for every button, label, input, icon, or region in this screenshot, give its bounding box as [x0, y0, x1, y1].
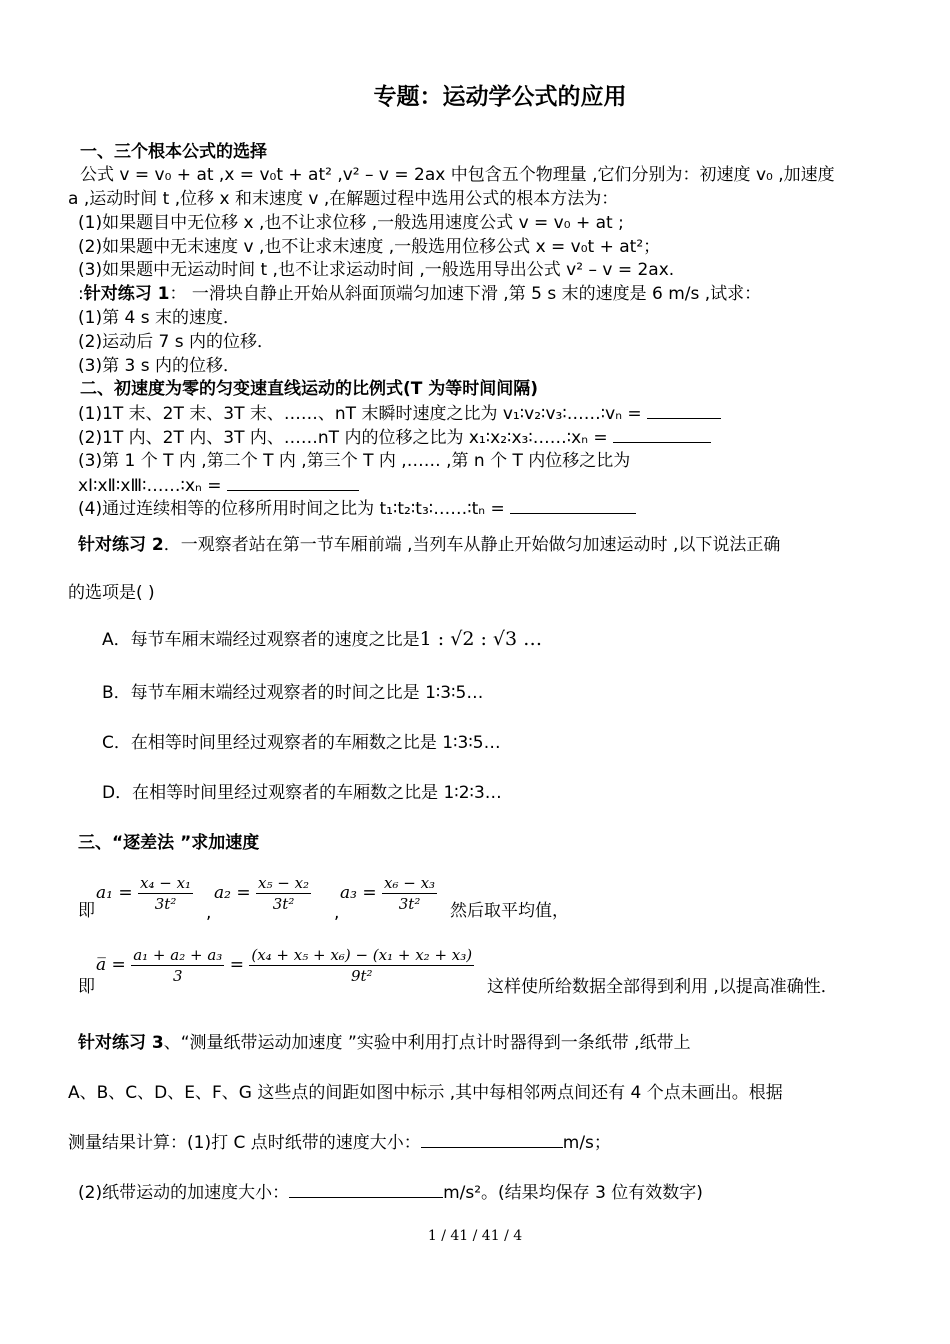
ji-2: 即: [78, 977, 95, 997]
a2-fraction: [256, 873, 311, 914]
a1-denominator: 3t²: [154, 895, 177, 913]
abar-denominator-1: 3: [172, 967, 183, 985]
answer-blank[interactable]: [613, 426, 711, 443]
ji-1: 即: [78, 901, 95, 921]
exercise3-unit1: m/s；: [562, 1133, 611, 1153]
exercise1-text: ： 一滑块自静止开始从斜面顶端匀加速下滑 ,第 5 s 末的速度是 6 m/s ,试求：: [169, 284, 762, 304]
exercise3-line4: [78, 1181, 703, 1204]
page-footer: 1 / 41 / 41 / 4: [427, 1228, 523, 1244]
a3-lhs: a₃ =: [340, 883, 377, 903]
exercise2-label: 针对练习 2: [78, 535, 164, 555]
option-c[interactable]: C．在相等时间里经过观察者的车厢数之比是 1∶3∶5…: [102, 733, 501, 753]
a3-numerator: x₆ − x₃: [384, 874, 436, 892]
acceleration-answer-blank[interactable]: [289, 1181, 443, 1198]
rule-1: (1)如果题目中无位移 x ,也不让求位移 ,一般选用速度公式 v = v₀ + at ;: [78, 213, 624, 233]
a1-lhs: a₁ =: [96, 883, 133, 903]
ratio-3b-text: xⅠ∶xⅡ∶xⅢ∶……∶xₙ =: [78, 476, 222, 496]
ratio-4: [78, 497, 636, 520]
a3-fraction: [382, 873, 437, 914]
a2-denominator: 3t²: [272, 895, 295, 913]
abar-fraction-2: [249, 945, 474, 986]
a2-lhs: a₂ =: [214, 883, 251, 903]
abar-lhs: a̅ =: [96, 955, 126, 975]
exercise3-label: 针对练习 3: [78, 1033, 164, 1053]
a2-numerator: x₅ − x₂: [258, 874, 310, 892]
exercise3-text4: (2)纸带运动的加速度大小：: [78, 1183, 290, 1203]
exercise3-text1: 、“测量纸带运动加速度 ”实验中利用打点计时器得到一条纸带 ,纸带上: [163, 1033, 691, 1053]
option-a-math: 1 : √2 : √3 …: [419, 628, 543, 650]
comma-2: ,: [334, 903, 340, 923]
section2-heading: 二、初速度为零的匀变速直线运动的比例式(T 为等时间间隔): [80, 379, 539, 399]
ratio-2-text: (2)1T 内、2T 内、3T 内、……nT 内的位移之比为 x₁∶x₂∶x₃∶……∶xₙ =: [78, 428, 608, 448]
purpose-text: 这样使所给数据全部得到利用 ,以提高准确性．: [487, 977, 838, 997]
ratio-1-text: (1)1T 末、2T 末、3T 末、……、nT 末瞬时速度之比为 v₁∶v₂∶v₃∶……∶vₙ =: [78, 404, 642, 424]
ratio-3: (3)第 1 个 T 内 ,第二个 T 内 ,第三个 T 内 ,…… ,第 n 个 T 内位移之比为: [78, 451, 631, 471]
rule-3: (3)如果题中无运动时间 t ,也不让求运动时间 ,一般选用导出公式 v² – v = 2ax.: [78, 260, 675, 280]
exercise1-prefix: :: [78, 284, 84, 304]
abar-numerator-1: a₁ + a₂ + a₃: [133, 946, 223, 964]
abar-fraction-1: [131, 945, 224, 986]
section1-heading: 一、三个根本公式的选择: [80, 142, 267, 162]
ratio-3b: [78, 474, 359, 497]
option-a[interactable]: [102, 628, 542, 651]
formula-a1: [96, 868, 193, 918]
abar-numerator-2: (x₄ + x₅ + x₆) − (x₁ + x₂ + x₃): [251, 946, 473, 964]
exercise3-unit2: m/s²。(结果均保存 3 位有效数字): [443, 1183, 703, 1203]
formula-a2: [214, 868, 311, 918]
ratio-2: [78, 426, 711, 449]
exercise2-line1: [78, 534, 780, 556]
ratio-1: [78, 402, 721, 425]
ratio-4-text: (4)通过连续相等的位移所用时间之比为 t₁∶t₂∶t₃∶……∶tₙ =: [78, 499, 505, 519]
exercise3-line2: A、B、C、D、E、F、G 这些点的间距如图中标示 ,其中每相邻两点间还有 4 个点未画出。根据: [68, 1083, 783, 1103]
formula-abar: [96, 940, 474, 990]
exercise3-line3: [68, 1131, 611, 1154]
formula-a3: [340, 868, 437, 918]
section1-intro-line1: 公式 v = v₀ + at ,x = v₀t + at² ,v² – v = 2ax 中包含五个物理量 ,它们分别为：初速度 v₀ ,加速度: [80, 165, 835, 185]
exercise3-text3: 测量结果计算：(1)打 C 点时纸带的速度大小：: [68, 1133, 421, 1153]
answer-blank[interactable]: [510, 497, 636, 514]
then-average: 然后取平均值，: [450, 901, 569, 921]
option-d[interactable]: D．在相等时间里经过观察者的车厢数之比是 1∶2∶3…: [102, 783, 502, 803]
section1-intro-line2: a ,运动时间 t ,位移 x 和末速度 v ,在解题过程中选用公式的根本方法为：: [68, 189, 619, 209]
a1-fraction: [138, 873, 193, 914]
exercise2-line2: 的选项是( ): [68, 583, 155, 603]
a3-denominator: 3t²: [398, 895, 421, 913]
option-a-text: A．每节车厢末端经过观察者的速度之比是: [102, 630, 420, 650]
exercise1-line: [78, 283, 761, 305]
exercise1-q3: (3)第 3 s 内的位移．: [78, 356, 240, 376]
exercise2-text: ．一观察者站在第一节车厢前端 ,当列车从静止开始做匀加速运动时 ,以下说法正确: [163, 535, 781, 555]
equals-sign: =: [229, 955, 244, 975]
abar-denominator-2: 9t²: [350, 967, 373, 985]
exercise1-q2: (2)运动后 7 s 内的位移．: [78, 332, 274, 352]
option-b[interactable]: B．每节车厢末端经过观察者的时间之比是 1∶3∶5…: [102, 683, 484, 703]
section3-heading: 三、“逐差法 ”求加速度: [78, 833, 260, 853]
exercise1-label: 针对练习 1: [83, 284, 170, 304]
exercise1-q1: (1)第 4 s 末的速度．: [78, 308, 240, 328]
answer-blank[interactable]: [647, 402, 721, 419]
page-title: 专题：运动学公式的应用: [373, 84, 627, 110]
rule-2: (2)如果题中无末速度 v ,也不让求末速度 ,一般选用位移公式 x = v₀t + at²；: [78, 237, 661, 257]
comma-1: ,: [206, 903, 212, 923]
velocity-answer-blank[interactable]: [421, 1131, 563, 1148]
exercise3-line1: [78, 1032, 691, 1054]
a1-numerator: x₄ − x₁: [140, 874, 192, 892]
answer-blank[interactable]: [227, 474, 359, 491]
